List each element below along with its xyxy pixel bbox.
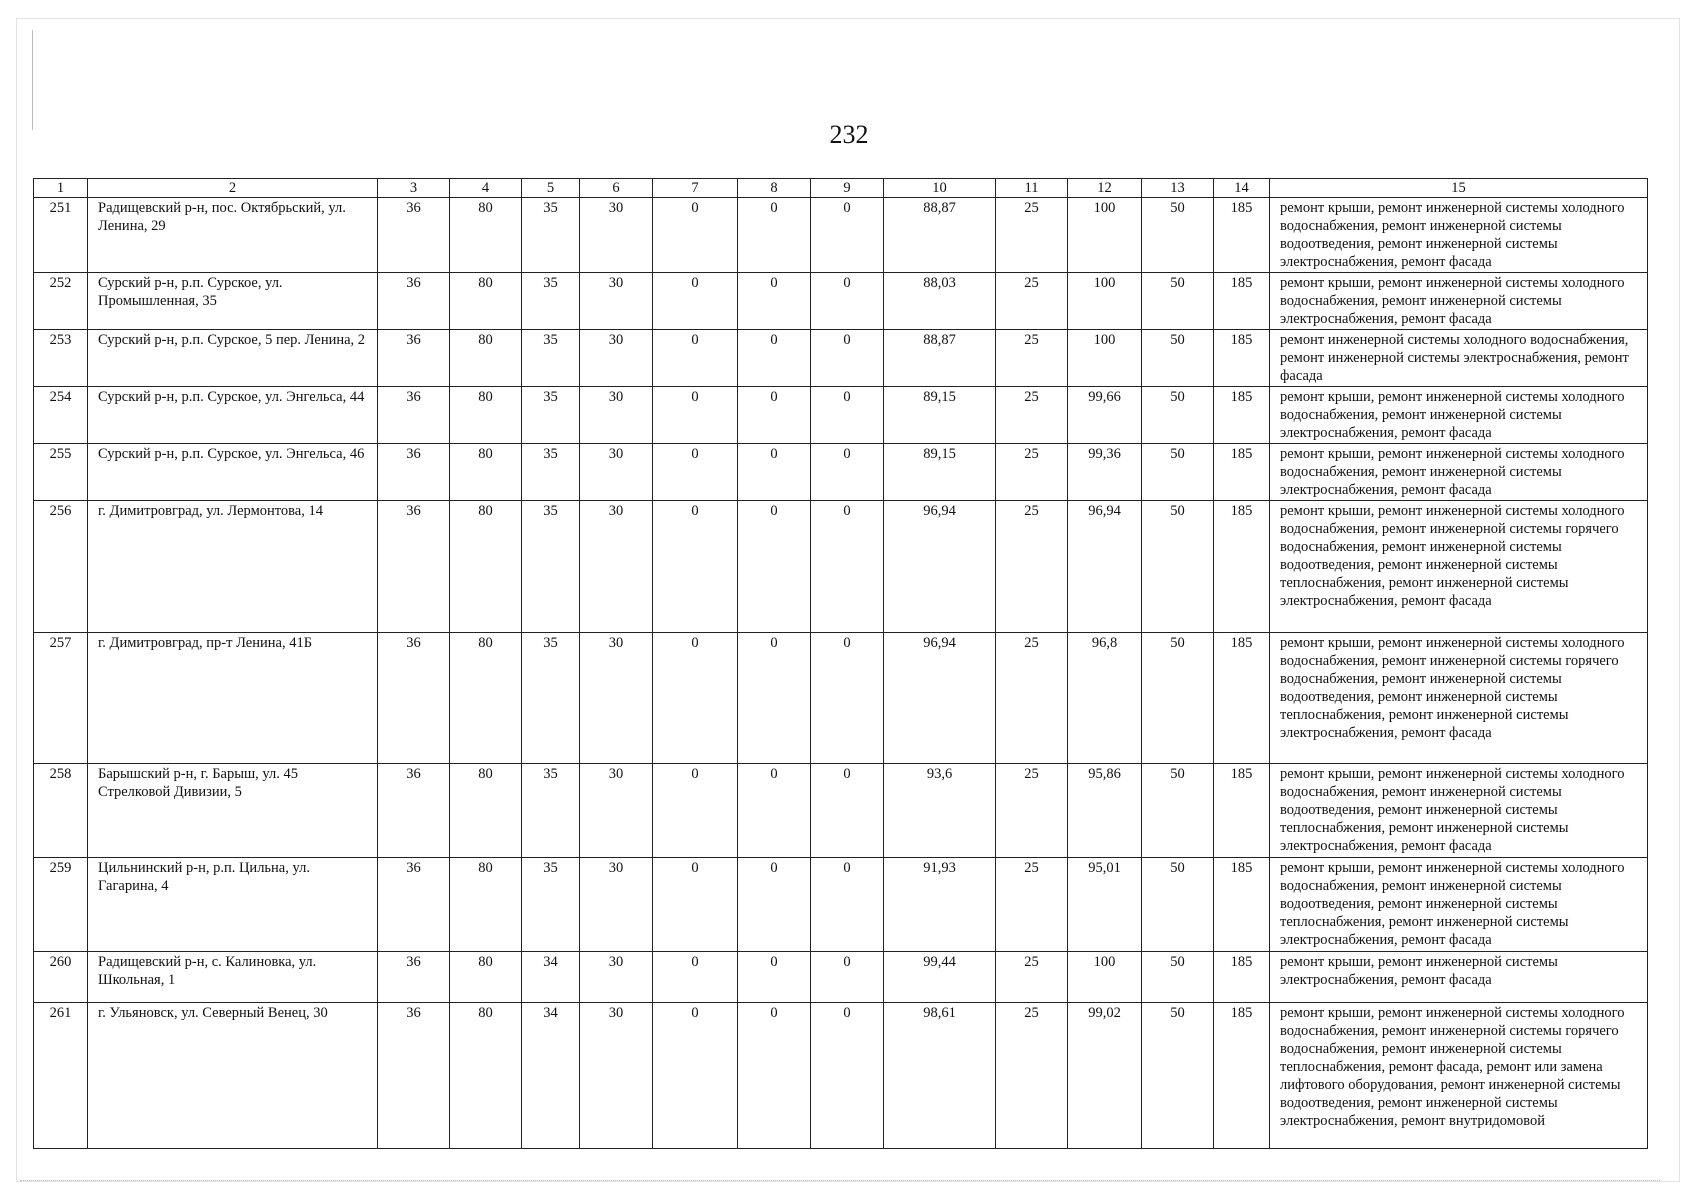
value-cell: 185 [1214,501,1270,633]
column-header: 8 [738,179,811,198]
value-cell: 96,94 [1068,501,1142,633]
value-cell: 0 [653,764,738,858]
column-header: 15 [1270,179,1648,198]
works-cell: ремонт крыши, ремонт инженерной системы электроснабжения, ремонт фасада [1270,952,1648,1003]
value-cell: 0 [738,198,811,273]
value-cell: 0 [811,501,884,633]
value-cell: 0 [738,444,811,501]
table-row [34,501,1648,633]
address-cell: Цильнинский р-н, р.п. Цильна, ул. Гагарина, 4 [88,858,378,952]
table-row [34,858,1648,952]
row-number: 253 [34,330,88,387]
value-cell: 30 [580,1003,653,1149]
value-cell: 89,15 [884,387,996,444]
value-cell: 30 [580,501,653,633]
value-cell: 36 [378,387,450,444]
table-row [34,764,1648,858]
value-cell: 80 [450,444,522,501]
table-row [34,952,1648,1003]
value-cell: 80 [450,1003,522,1149]
value-cell: 80 [450,764,522,858]
table-row [34,198,1648,273]
row-number: 251 [34,198,88,273]
value-cell: 36 [378,273,450,330]
value-cell: 80 [450,501,522,633]
value-cell: 0 [653,633,738,764]
address-cell: г. Димитровград, пр-т Ленина, 41Б [88,633,378,764]
value-cell: 25 [996,444,1068,501]
table-row [34,633,1648,764]
address-cell: г. Ульяновск, ул. Северный Венец, 30 [88,1003,378,1149]
repair-program-table [33,178,1648,1149]
value-cell: 36 [378,198,450,273]
value-cell: 185 [1214,387,1270,444]
value-cell: 0 [738,952,811,1003]
value-cell: 185 [1214,952,1270,1003]
address-cell: г. Димитровград, ул. Лермонтова, 14 [88,501,378,633]
value-cell: 100 [1068,330,1142,387]
value-cell: 0 [653,330,738,387]
value-cell: 50 [1142,1003,1214,1149]
value-cell: 80 [450,858,522,952]
value-cell: 35 [522,330,580,387]
value-cell: 95,01 [1068,858,1142,952]
column-header: 3 [378,179,450,198]
value-cell: 98,61 [884,1003,996,1149]
value-cell: 185 [1214,273,1270,330]
row-number: 255 [34,444,88,501]
table-row [34,330,1648,387]
value-cell: 99,36 [1068,444,1142,501]
table-row [34,273,1648,330]
value-cell: 100 [1068,198,1142,273]
value-cell: 185 [1214,198,1270,273]
value-cell: 0 [811,764,884,858]
column-header: 10 [884,179,996,198]
address-cell: Радищевский р-н, с. Калиновка, ул. Школьная, 1 [88,952,378,1003]
page-number: 232 [829,120,869,149]
value-cell: 25 [996,952,1068,1003]
value-cell: 34 [522,1003,580,1149]
value-cell: 100 [1068,952,1142,1003]
column-header: 5 [522,179,580,198]
row-number: 256 [34,501,88,633]
value-cell: 80 [450,198,522,273]
address-cell: Сурский р-н, р.п. Сурское, ул. Энгельса, 44 [88,387,378,444]
margin-mark [32,30,33,130]
table-row [34,444,1648,501]
works-cell: ремонт крыши, ремонт инженерной системы холодного водоснабжения, ремонт инженерной системы горячего водоснабжения, ремонт инженерной системы водоотведения, ремонт инженерной системы теплоснабжения, ремонт инженерной системы электроснабжения, ремонт фасада [1270,501,1648,633]
column-header: 2 [88,179,378,198]
value-cell: 36 [378,501,450,633]
value-cell: 0 [653,501,738,633]
value-cell: 36 [378,330,450,387]
value-cell: 50 [1142,858,1214,952]
value-cell: 30 [580,198,653,273]
row-number: 260 [34,952,88,1003]
value-cell: 0 [811,330,884,387]
value-cell: 0 [738,330,811,387]
value-cell: 35 [522,501,580,633]
value-cell: 36 [378,764,450,858]
value-cell: 89,15 [884,444,996,501]
value-cell: 50 [1142,387,1214,444]
works-cell: ремонт крыши, ремонт инженерной системы холодного водоснабжения, ремонт инженерной системы электроснабжения, ремонт фасада [1270,273,1648,330]
value-cell: 25 [996,858,1068,952]
value-cell: 30 [580,387,653,444]
table-row [34,1003,1648,1149]
value-cell: 80 [450,952,522,1003]
address-cell: Сурский р-н, р.п. Сурское, ул. Промышленная, 35 [88,273,378,330]
value-cell: 0 [653,952,738,1003]
column-header: 9 [811,179,884,198]
value-cell: 0 [653,273,738,330]
works-cell: ремонт крыши, ремонт инженерной системы холодного водоснабжения, ремонт инженерной системы водоотведения, ремонт инженерной системы электроснабжения, ремонт фасада [1270,198,1648,273]
value-cell: 34 [522,952,580,1003]
value-cell: 185 [1214,330,1270,387]
value-cell: 25 [996,1003,1068,1149]
value-cell: 99,02 [1068,1003,1142,1149]
value-cell: 35 [522,444,580,501]
row-number: 252 [34,273,88,330]
row-number: 257 [34,633,88,764]
value-cell: 35 [522,633,580,764]
value-cell: 36 [378,633,450,764]
value-cell: 88,87 [884,330,996,387]
value-cell: 0 [738,858,811,952]
value-cell: 30 [580,330,653,387]
value-cell: 185 [1214,633,1270,764]
value-cell: 35 [522,858,580,952]
value-cell: 30 [580,444,653,501]
value-cell: 0 [738,387,811,444]
value-cell: 35 [522,198,580,273]
address-cell: Радищевский р-н, пос. Октябрьский, ул. Ленина, 29 [88,198,378,273]
value-cell: 0 [811,444,884,501]
value-cell: 30 [580,764,653,858]
column-header: 11 [996,179,1068,198]
value-cell: 0 [811,633,884,764]
value-cell: 185 [1214,1003,1270,1149]
works-cell: ремонт крыши, ремонт инженерной системы холодного водоснабжения, ремонт инженерной системы горячего водоснабжения, ремонт инженерной системы теплоснабжения, ремонт фасада, ремонт или замена лифтового оборудования, ремонт инженерной системы водоотведения, ремонт инженерной системы электроснабжения, ремонт внутридомовой [1270,1003,1648,1149]
value-cell: 50 [1142,952,1214,1003]
value-cell: 30 [580,273,653,330]
value-cell: 30 [580,633,653,764]
address-cell: Сурский р-н, р.п. Сурское, ул. Энгельса, 46 [88,444,378,501]
value-cell: 80 [450,330,522,387]
value-cell: 36 [378,444,450,501]
column-header: 7 [653,179,738,198]
value-cell: 100 [1068,273,1142,330]
address-cell: Сурский р-н, р.п. Сурское, 5 пер. Ленина, 2 [88,330,378,387]
value-cell: 96,94 [884,501,996,633]
value-cell: 99,44 [884,952,996,1003]
value-cell: 50 [1142,501,1214,633]
value-cell: 35 [522,387,580,444]
value-cell: 30 [580,858,653,952]
value-cell: 0 [738,633,811,764]
column-header: 6 [580,179,653,198]
value-cell: 80 [450,387,522,444]
value-cell: 96,8 [1068,633,1142,764]
value-cell: 80 [450,633,522,764]
header-row [34,179,1648,198]
value-cell: 0 [738,1003,811,1149]
value-cell: 96,94 [884,633,996,764]
value-cell: 0 [811,1003,884,1149]
value-cell: 25 [996,764,1068,858]
column-header: 12 [1068,179,1142,198]
value-cell: 185 [1214,764,1270,858]
value-cell: 0 [811,273,884,330]
column-header: 14 [1214,179,1270,198]
value-cell: 0 [653,198,738,273]
value-cell: 185 [1214,444,1270,501]
value-cell: 185 [1214,858,1270,952]
value-cell: 25 [996,273,1068,330]
value-cell: 25 [996,387,1068,444]
value-cell: 0 [811,952,884,1003]
value-cell: 95,86 [1068,764,1142,858]
row-number: 258 [34,764,88,858]
value-cell: 0 [811,387,884,444]
value-cell: 88,03 [884,273,996,330]
value-cell: 99,66 [1068,387,1142,444]
value-cell: 50 [1142,633,1214,764]
value-cell: 50 [1142,444,1214,501]
row-number: 261 [34,1003,88,1149]
works-cell: ремонт крыши, ремонт инженерной системы холодного водоснабжения, ремонт инженерной системы электроснабжения, ремонт фасада [1270,387,1648,444]
value-cell: 0 [653,387,738,444]
row-number: 254 [34,387,88,444]
column-header: 1 [34,179,88,198]
value-cell: 91,93 [884,858,996,952]
value-cell: 0 [738,764,811,858]
value-cell: 50 [1142,330,1214,387]
column-header: 4 [450,179,522,198]
value-cell: 36 [378,952,450,1003]
value-cell: 25 [996,330,1068,387]
value-cell: 36 [378,1003,450,1149]
value-cell: 0 [811,858,884,952]
row-number: 259 [34,858,88,952]
value-cell: 30 [580,952,653,1003]
value-cell: 35 [522,273,580,330]
column-header: 13 [1142,179,1214,198]
address-cell: Барышский р-н, г. Барыш, ул. 45 Стрелковой Дивизии, 5 [88,764,378,858]
value-cell: 0 [738,501,811,633]
works-cell: ремонт крыши, ремонт инженерной системы холодного водоснабжения, ремонт инженерной системы горячего водоснабжения, ремонт инженерной системы водоотведения, ремонт инженерной системы теплоснабжения, ремонт инженерной системы электроснабжения, ремонт фасада [1270,633,1648,764]
works-cell: ремонт инженерной системы холодного водоснабжения, ремонт инженерной системы электроснабжения, ремонт фасада [1270,330,1648,387]
value-cell: 88,87 [884,198,996,273]
value-cell: 80 [450,273,522,330]
value-cell: 93,6 [884,764,996,858]
value-cell: 25 [996,633,1068,764]
value-cell: 25 [996,198,1068,273]
value-cell: 0 [653,1003,738,1149]
value-cell: 50 [1142,273,1214,330]
value-cell: 50 [1142,764,1214,858]
value-cell: 0 [811,198,884,273]
scan-edge [20,1180,1660,1181]
value-cell: 35 [522,764,580,858]
value-cell: 50 [1142,198,1214,273]
works-cell: ремонт крыши, ремонт инженерной системы холодного водоснабжения, ремонт инженерной системы электроснабжения, ремонт фасада [1270,444,1648,501]
works-cell: ремонт крыши, ремонт инженерной системы холодного водоснабжения, ремонт инженерной системы водоотведения, ремонт инженерной системы теплоснабжения, ремонт инженерной системы электроснабжения, ремонт фасада [1270,858,1648,952]
works-cell: ремонт крыши, ремонт инженерной системы холодного водоснабжения, ремонт инженерной системы водоотведения, ремонт инженерной системы теплоснабжения, ремонт инженерной системы электроснабжения, ремонт фасада [1270,764,1648,858]
value-cell: 0 [738,273,811,330]
table-row [34,387,1648,444]
value-cell: 25 [996,501,1068,633]
value-cell: 0 [653,858,738,952]
value-cell: 0 [653,444,738,501]
value-cell: 36 [378,858,450,952]
